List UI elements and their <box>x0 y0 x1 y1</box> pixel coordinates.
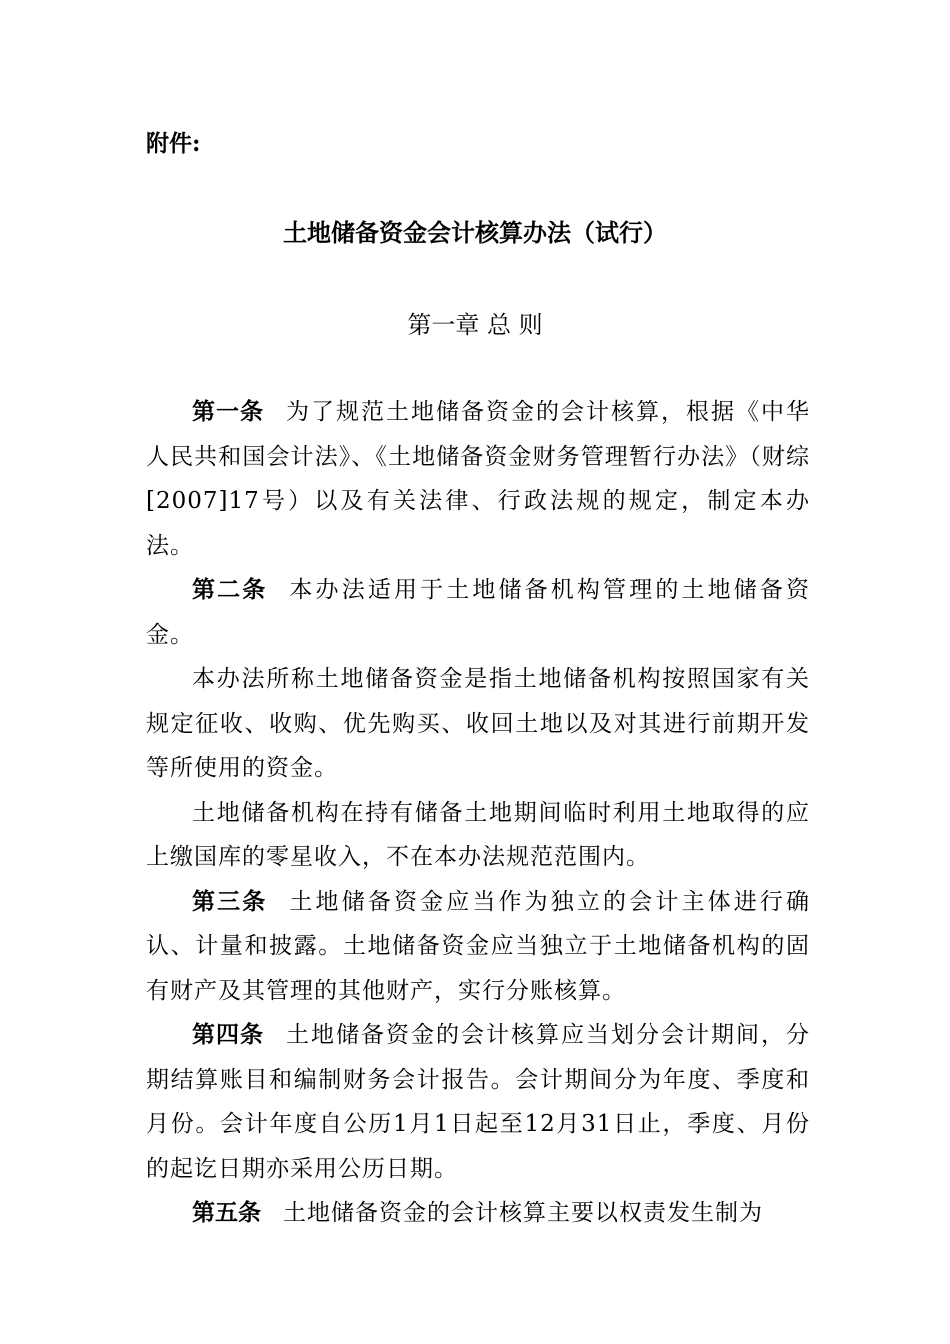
paragraph-text: 本办法所称土地储备资金是指土地储备机构按照国家有关规定征收、收购、优先购买、收回土地以及对其进行前期开发等所使用的资金。 <box>146 666 810 781</box>
article-5 <box>146 1191 810 1236</box>
article-label: 第三条 <box>192 887 268 915</box>
article-label: 第一条 <box>192 398 264 425</box>
document-body <box>146 390 810 1236</box>
article-2-para-2 <box>146 657 810 791</box>
article-text: 土地储备资金的会计核算应当划分会计期间，分期结算账目和编制财务会计报告。会计期间分为年度、季度和月份。会计年度自公历1月1日起至12月31日止，季度、月份的起讫日期亦采用公历日期。 <box>146 1022 810 1182</box>
article-1 <box>146 390 810 568</box>
article-2 <box>146 568 810 657</box>
attachment-label: 附件: <box>146 130 201 157</box>
article-4 <box>146 1013 810 1191</box>
paragraph-text: 土地储备机构在持有储备土地期间临时利用土地取得的应上缴国库的零星收入，不在本办法规范范围内。 <box>146 799 810 870</box>
article-text: 土地储备资金的会计核算主要以权责发生制为 <box>283 1200 763 1226</box>
chapter-heading: 第一章 总 则 <box>407 311 543 339</box>
article-2-para-3 <box>146 791 810 880</box>
article-3 <box>146 880 810 1014</box>
article-text: 本办法适用于土地储备机构管理的土地储备资金。 <box>146 577 811 648</box>
article-label: 第四条 <box>192 1021 264 1048</box>
document-title: 土地储备资金会计核算办法（试行） <box>283 218 667 247</box>
article-label: 第五条 <box>192 1199 261 1226</box>
article-text: 土地储备资金应当作为独立的会计主体进行确认、计量和披露。土地储备资金应当独立于土地储备机构的固有财产及其管理的其他财产，实行分账核算。 <box>146 888 811 1004</box>
article-text: 为了规范土地储备资金的会计核算，根据《中华人民共和国会计法》、《土地储备资金财务管理暂行办法》（财综[2007]17号）以及有关法律、行政法规的规定，制定本办法。 <box>146 399 810 559</box>
article-label: 第二条 <box>192 576 268 603</box>
